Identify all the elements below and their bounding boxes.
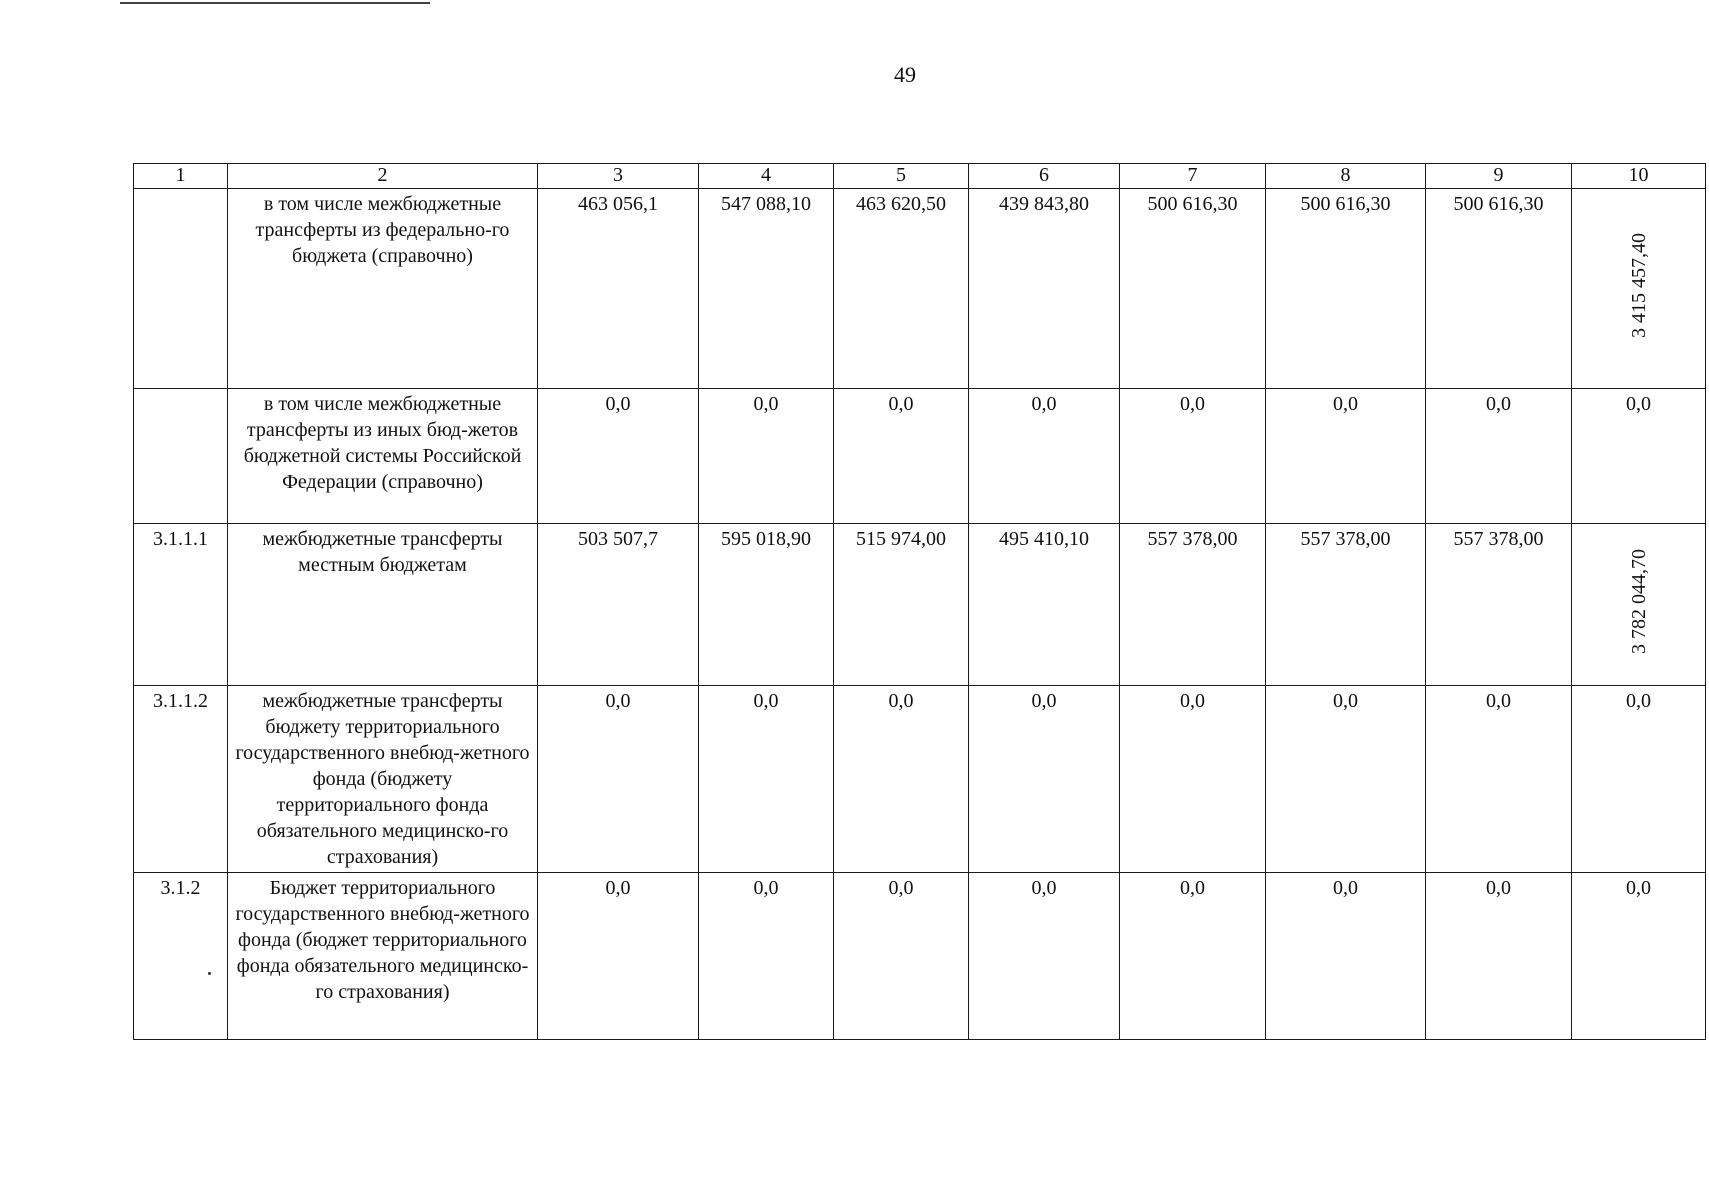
table-row	[134, 686, 1706, 873]
header-cell-8: 8	[1266, 164, 1426, 189]
value-cell: 503 507,7	[538, 524, 699, 686]
table-row	[134, 873, 1706, 1040]
value-cell: 439 843,80	[969, 189, 1120, 389]
total-value: 3 782 044,70	[1627, 548, 1650, 654]
row-description: в том числе межбюджетные трансферты из федерально-го бюджета (справочно)	[228, 189, 538, 389]
total-cell: 0,0	[1572, 873, 1706, 1040]
value-cell: 0,0	[834, 389, 969, 524]
value-cell: 0,0	[1266, 686, 1426, 873]
value-cell: 0,0	[1426, 873, 1572, 1040]
value-cell: 547 088,10	[699, 189, 834, 389]
value-cell: 0,0	[1266, 873, 1426, 1040]
value-cell: 500 616,30	[1120, 189, 1266, 389]
value-cell: 0,0	[1120, 873, 1266, 1040]
value-cell: 557 378,00	[1266, 524, 1426, 686]
value-cell: 0,0	[969, 686, 1120, 873]
value-cell: 463 620,50	[834, 189, 969, 389]
row-description: в том числе межбюджетные трансферты из иных бюд-жетов бюджетной системы Российской Федерации (справочно)	[228, 389, 538, 524]
header-cell-9: 9	[1426, 164, 1572, 189]
header-cell-1: 1	[134, 164, 228, 189]
value-cell: 0,0	[538, 873, 699, 1040]
budget-table	[133, 163, 1706, 1040]
row-code: 3.1.2	[134, 873, 228, 1040]
total-cell: 0,0	[1572, 686, 1706, 873]
value-cell: 0,0	[699, 389, 834, 524]
total-value: 3 415 457,40	[1627, 232, 1650, 338]
header-cell-7: 7	[1120, 164, 1266, 189]
header-cell-2: 2	[228, 164, 538, 189]
value-cell: 0,0	[699, 873, 834, 1040]
total-cell: 0,0	[1572, 389, 1706, 524]
value-cell: 0,0	[1120, 686, 1266, 873]
top-rule	[120, 2, 430, 4]
table-body	[134, 164, 1706, 1040]
value-cell: 0,0	[834, 686, 969, 873]
row-code: 3.1.1.2	[134, 686, 228, 873]
row-code	[134, 189, 228, 389]
value-cell: 463 056,1	[538, 189, 699, 389]
table-row	[134, 389, 1706, 524]
value-cell: 515 974,00	[834, 524, 969, 686]
row-code: 3.1.1.1	[134, 524, 228, 686]
value-cell: 0,0	[1120, 389, 1266, 524]
value-cell: 557 378,00	[1426, 524, 1572, 686]
header-row	[134, 164, 1706, 189]
value-cell: 595 018,90	[699, 524, 834, 686]
header-cell-10: 10	[1572, 164, 1706, 189]
row-description: межбюджетные трансферты бюджету территориального государственного внебюд-жетного фонда (бюджету территориального фонда обязательного медицинско-го страхования)	[228, 686, 538, 873]
header-cell-6: 6	[969, 164, 1120, 189]
value-cell: 0,0	[699, 686, 834, 873]
value-cell: 500 616,30	[1426, 189, 1572, 389]
row-code	[134, 389, 228, 524]
row-description: Бюджет территориального государственного внебюд-жетного фонда (бюджет территориального фонда обязательного медицинско-го страхования)	[228, 873, 538, 1040]
total-cell-rotated	[1572, 524, 1706, 686]
table-row	[134, 524, 1706, 686]
stray-mark	[208, 972, 211, 975]
page-number: 49	[894, 62, 916, 87]
value-cell: 0,0	[1426, 389, 1572, 524]
table-row	[134, 189, 1706, 389]
header-cell-3: 3	[538, 164, 699, 189]
header-cell-5: 5	[834, 164, 969, 189]
value-cell: 0,0	[1266, 389, 1426, 524]
total-cell-rotated	[1572, 189, 1706, 389]
value-cell: 0,0	[969, 389, 1120, 524]
value-cell: 0,0	[538, 686, 699, 873]
value-cell: 0,0	[1426, 686, 1572, 873]
value-cell: 557 378,00	[1120, 524, 1266, 686]
header-cell-4: 4	[699, 164, 834, 189]
value-cell: 0,0	[969, 873, 1120, 1040]
value-cell: 500 616,30	[1266, 189, 1426, 389]
row-description: межбюджетные трансферты местным бюджетам	[228, 524, 538, 686]
value-cell: 0,0	[538, 389, 699, 524]
value-cell: 495 410,10	[969, 524, 1120, 686]
value-cell: 0,0	[834, 873, 969, 1040]
